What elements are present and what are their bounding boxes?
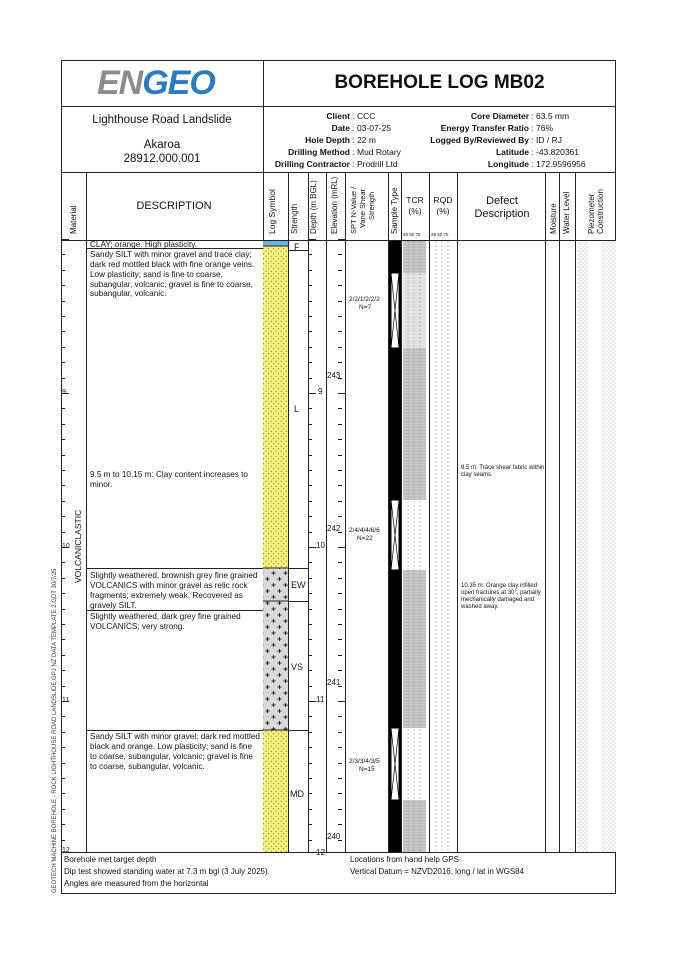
header-material: Material <box>69 205 78 234</box>
header-tcr-ticks: 25 50 75 <box>403 232 421 237</box>
info-right-label: Logged By/Reviewed By <box>430 135 529 145</box>
spt-1-n: N=7 <box>359 304 372 311</box>
strength-l: L <box>294 404 300 414</box>
description-1: CLAY; orange. High plasticity. <box>90 240 198 249</box>
info-left-value: CCC <box>357 111 376 121</box>
header-description: DESCRIPTION <box>136 200 212 212</box>
info-right-colon: : <box>531 123 534 133</box>
left-depth-12: 12 <box>62 847 70 854</box>
info-right-label: Energy Transfer Ratio <box>440 123 529 133</box>
header-elevation: Elevation (mRL) <box>330 176 339 234</box>
header-spt-3: Strength <box>367 191 376 220</box>
strength-f: F <box>294 242 300 252</box>
header-tcr: TCR <box>406 195 424 205</box>
header-log-symbol: Log Symbol <box>267 189 277 234</box>
header-sample-type: Sample Type <box>390 187 399 234</box>
footer-note-2: Dip test showed standing water at 7.3 m bgl (3 July 2025). <box>64 867 270 876</box>
project-name: Lighthouse Road Landslide <box>92 114 232 126</box>
project-location: Akaroa <box>143 139 181 151</box>
info-left-value: Mud Rotary <box>357 147 401 157</box>
info-right-value: 172.9596956 <box>536 159 586 169</box>
header-strength: Strength <box>290 203 299 234</box>
header-water-level: Water Level <box>562 191 571 234</box>
info-right-colon: : <box>531 135 534 145</box>
spt-1-blows: 2/2/1/2/2/2 <box>349 296 380 303</box>
log-silt-layer-1 <box>263 246 288 568</box>
info-left-label: Date <box>331 123 350 133</box>
spt-3-blows: 2/3/3/4/3/5 <box>349 758 380 765</box>
footer-note-3: Angles are measured from the horizontal <box>64 879 209 888</box>
spt-3-n: N=15 <box>359 766 375 773</box>
info-right-colon: : <box>531 111 534 121</box>
info-right-value: ID / RJ <box>536 135 562 145</box>
depth-label-9: 9 <box>318 387 323 396</box>
header-depth: Depth (m BGL) <box>309 180 318 234</box>
defect-2: 10.35 m: Orange clay infilled open fractures at 30°, partially mechanically damaged and washed away. <box>461 583 541 610</box>
elevation-label-242: 242 <box>327 524 341 533</box>
header-tcr-unit: (%) <box>408 206 422 216</box>
header-defect-2: Description <box>474 208 530 220</box>
header-piezometer-2: Construction <box>596 189 605 234</box>
info-left-label: Hole Depth <box>305 135 350 145</box>
header-rqd: RQD <box>433 195 453 205</box>
info-right-colon: : <box>531 147 534 157</box>
info-left-label: Drilling Method <box>288 147 350 157</box>
info-left-label: Drilling Contractor <box>274 159 350 169</box>
footer-note-5: Vertical Datum = NZVD2016, long / lat in WGS84 <box>350 867 525 876</box>
logo-geo: GEO <box>142 64 215 102</box>
left-depth-9: 9 <box>62 389 66 396</box>
depth-label-10: 10 <box>316 541 325 550</box>
strength-md: MD <box>290 789 304 799</box>
info-left-colon: : <box>352 135 355 145</box>
header-spt-2: Vane Shear <box>358 188 367 228</box>
info-left-value: 22 m <box>357 135 376 145</box>
footer-note-1: Borehole met target depth <box>64 855 157 864</box>
header-defect-1: Defect <box>486 195 518 207</box>
header-spt-1: SPT N-Value / <box>349 186 358 234</box>
description-6: Sandy SILT with minor gravel; dark red mottled black and orange. Low plasticity; sand is fine to coarse, subangular, volcanic; gravel is fine to coarse, subangular, volcanic. <box>90 732 260 771</box>
depth-label-11: 11 <box>316 695 325 704</box>
info-left-colon: : <box>352 111 355 121</box>
piezometer-backfill <box>578 241 588 852</box>
info-right-value: 63.5 mm <box>536 111 570 121</box>
header-rqd-unit: (%) <box>436 206 450 216</box>
elevation-label-243: 243 <box>327 371 341 380</box>
strength-vs: VS <box>291 662 304 672</box>
elevation-label-240: 240 <box>327 832 341 841</box>
spt-2-n: N=22 <box>357 535 373 542</box>
log-silt-layer-2 <box>263 730 288 852</box>
elevation-label-241: 241 <box>327 678 341 687</box>
info-right-label: Core Diameter <box>470 111 529 121</box>
left-depth-11: 11 <box>62 697 70 704</box>
defect-1: 9.5 m: Trace shear fabric within clay seams. <box>461 465 545 478</box>
info-right-value: 76% <box>536 123 554 133</box>
info-right-label: Latitude <box>495 147 529 157</box>
depth-label-12: 12 <box>316 848 325 857</box>
description-2: Sandy SILT with minor gravel and trace clay; dark red mottled black with fine orange veins. Low plasticity; sand is fine to coarse, subangular, volcanic; gravel is fine to coarse, subangular, volcanic. <box>90 250 255 299</box>
info-right-value: -43.820361 <box>536 147 580 157</box>
info-left-colon: : <box>352 159 355 169</box>
footer-note-4: Locations from hand help GPS <box>350 855 459 864</box>
template-side-text: GEOTECH MACHINE BOREHOLE - ROCK LIGHTHOUSE ROAD LANDSLIDE.GPJ NZ DATA TEMPLATE 2.GDT 30/7/25 <box>52 568 58 893</box>
info-left-label: Client <box>326 111 350 121</box>
strength-ew: EW <box>291 580 306 590</box>
header-piezometer-1: Piezometer <box>587 193 596 234</box>
info-left-value: 03-07-25 <box>357 123 392 133</box>
logo-en: EN <box>97 64 143 102</box>
material-label: VOLCANICLASTIC <box>73 509 83 583</box>
log-clay-layer <box>263 241 288 246</box>
info-right-label: Longitude <box>487 159 529 169</box>
info-left-value: Prodrill Ltd <box>357 159 398 169</box>
left-depth-10: 10 <box>62 543 70 550</box>
description-4: Slightly weathered, brownish grey fine grained VOLCANICS with minor gravel as relic rock fragments; extremely weak. Recovered as gravely SILT. <box>90 571 258 610</box>
info-left-colon: : <box>352 123 355 133</box>
description-5: Slightly weathered, dark grey fine grained VOLCANICS; very strong. <box>90 612 241 631</box>
project-number: 28912.000.001 <box>123 153 201 165</box>
info-right-colon: : <box>531 159 534 169</box>
info-left-colon: : <box>352 147 355 157</box>
spt-2-blows: 2/4/4/4/6/6 <box>349 527 380 534</box>
page-title: BOREHOLE LOG MB02 <box>334 72 545 93</box>
description-3: 9.5 m to 10.15 m: Clay content increases to minor. <box>90 470 248 489</box>
header-rqd-ticks: 25 50 75 <box>431 232 449 237</box>
header-moisture: Moisture <box>549 203 558 234</box>
log-volcanics-layer <box>263 568 288 730</box>
